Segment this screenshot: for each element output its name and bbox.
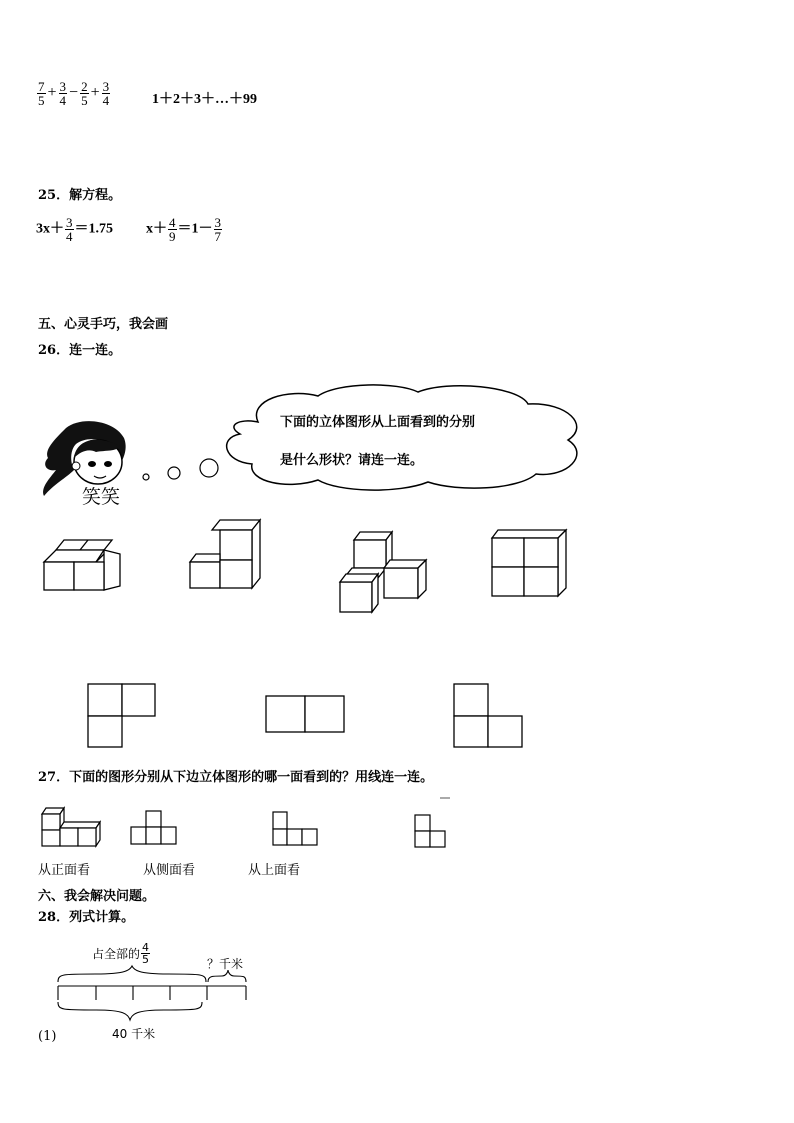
- thought-circles: [138, 455, 222, 485]
- equation-1: 3x＋ $\frac{3}{4}$ ＝1.75: [36, 215, 113, 244]
- fraction: $\frac{4}{5}$: [142, 941, 150, 966]
- bubble-text-line-2: 是什么形状？请连一连。: [280, 453, 424, 468]
- solid-shape-4: [490, 528, 570, 600]
- solid-shape-2: [188, 518, 264, 592]
- q27-view-2: [272, 811, 320, 847]
- fraction: $\frac{3}{7}$: [214, 215, 221, 244]
- girl-eye-left: [88, 461, 96, 467]
- portion-label: 占全部的 $\frac{4}{5}$: [92, 941, 150, 966]
- sum-expression: 1＋2＋3＋…＋99: [152, 92, 257, 107]
- girl-name: 笑笑: [82, 486, 121, 508]
- label-front-view: 从正面看: [38, 863, 91, 878]
- speech-cloud: [218, 382, 588, 494]
- girl-eye-right: [104, 461, 112, 467]
- fraction: $\frac{7}{5}$: [38, 79, 45, 108]
- fraction: $\frac{3}{4}$: [102, 79, 110, 108]
- girl-ear: [72, 462, 80, 470]
- fraction-expression: $\frac{7}{5}$ + $\frac{3}{4}$ − $\frac{2}{5}$ + $\frac{3}{4}$: [38, 79, 110, 108]
- q27-view-1: [130, 810, 178, 846]
- top-view-shape-2: [265, 695, 347, 735]
- solid-shape-3: [338, 530, 430, 614]
- section-5-heading: 五、心灵手巧，我会画: [38, 317, 169, 332]
- question-25-title: 25．解方程。: [38, 188, 122, 203]
- fraction: $\frac{2}{5}$: [81, 79, 88, 108]
- question-27-title: 27．下面的图形分别从下边立体图形的哪一面看到的？用线连一连。: [38, 770, 434, 785]
- top-view-shape-3: [453, 683, 525, 749]
- total-km-label: 40 千米: [112, 1027, 156, 1041]
- solid-shape-1: [42, 536, 122, 594]
- segment-diagram: [56, 966, 252, 1022]
- top-view-shape-1: [87, 683, 157, 749]
- unknown-km-label: ？千米: [207, 957, 244, 971]
- equation-2: x＋ $\frac{4}{9}$ ＝1－ $\frac{3}{7}$: [146, 215, 221, 244]
- label-top-view: 从上面看: [248, 863, 301, 878]
- sub-question-1: (1): [38, 1029, 57, 1044]
- fraction: $\frac{3}{4}$: [59, 79, 67, 108]
- fraction: $\frac{3}{4}$: [66, 215, 73, 244]
- section-6-heading: 六、我会解决问题。: [38, 889, 156, 904]
- fraction: $\frac{4}{9}$: [169, 215, 176, 244]
- label-side-view: 从侧面看: [143, 863, 196, 878]
- scan-mark: [440, 796, 452, 800]
- bubble-text-line-1: 下面的立体图形从上面看到的分别: [280, 415, 476, 430]
- question-28-title: 28．列式计算。: [38, 910, 135, 925]
- q27-solid-shape: [40, 806, 102, 848]
- q27-view-3: [414, 814, 448, 850]
- question-26-title: 26．连一连。: [38, 343, 122, 358]
